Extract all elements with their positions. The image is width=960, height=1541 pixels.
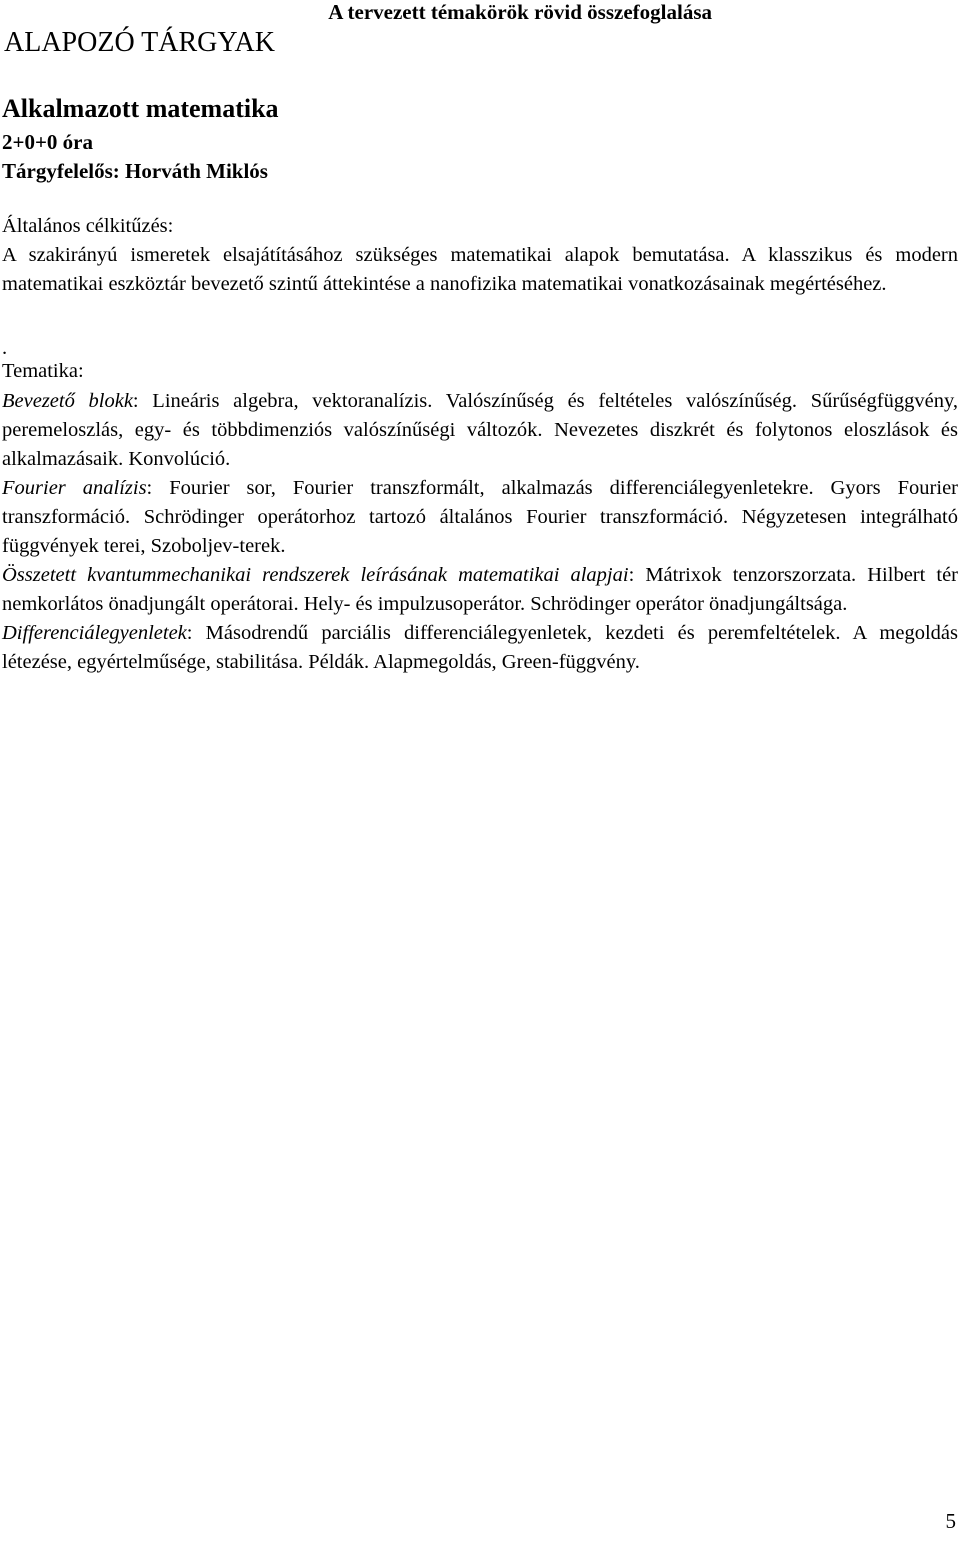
course-responsible: Tárgyfelelős: Horváth Miklós <box>2 159 268 183</box>
topic-label-quantum: Összetett kvantummechanikai rendszerek leírásának matematikai alapjai <box>2 564 629 586</box>
topic-paragraph <box>2 561 958 619</box>
topic-paragraph <box>2 474 958 561</box>
goal-text: A szakirányú ismeretek elsajátításához szükséges matematikai alapok bemutatása. A klasszikus és modern matematikai eszköztár bevezető szintű áttekintése a nanofizika matematikai vonatkozásainak megértéséhez. <box>2 244 958 295</box>
topic-text-quantum: : Mátrixok tenzorszorzata. Hilbert tér nemkorlátos önadjungált operátorai. Hely- és impulzusoperátor. Schrödinger operátor önadjungáltsága. <box>2 564 959 615</box>
topic-list <box>2 387 958 677</box>
topic-text-intro: : Lineáris algebra, vektoranalízis. Valószínűség és feltételes valószínűség. Sűrűségfüggvény, peremeloszlás, egy- és többdimenziós valószínűségi változók. Nevezetes diszkrét és folytonos eloszlások és alkalmazásaik. Konvolúció. <box>2 390 958 470</box>
section-title: ALAPOZÓ TÁRGYAK <box>4 27 275 58</box>
topic-paragraph <box>2 387 958 474</box>
course-title: Alkalmazott matematika <box>2 94 279 123</box>
page-number: 5 <box>945 1509 956 1533</box>
topic-text-fourier: : Fourier sor, Fourier transzformált, alkalmazás differenciálegyenletekre. Gyors Fourier transzformáció. Schrödinger operátorhoz tartozó általános Fourier transzformáció. Négyzetesen integrálható függvények terei, Szoboljev-terek. <box>2 477 958 557</box>
course-hours: 2+0+0 óra <box>2 130 94 154</box>
topic-label-fourier: Fourier analízis <box>2 477 147 499</box>
tematika-heading: Tematika: <box>2 360 84 382</box>
separator-dot: . <box>2 337 8 359</box>
topic-label-intro: Bevezető blokk <box>2 390 133 412</box>
topic-text-differential: : Másodrendű parciális differenciálegyenletek, kezdeti és peremfeltételek. A megoldás létezése, egyértelműsége, stabilitása. Példák. Alapmegoldás, Green-függvény. <box>2 622 958 673</box>
topic-paragraph <box>2 619 958 677</box>
running-header: A tervezett témakörök rövid összefoglalása <box>328 0 712 24</box>
topic-label-differential: Differenciálegyenletek <box>2 622 187 644</box>
goal-heading: Általános célkitűzés: <box>2 215 174 237</box>
